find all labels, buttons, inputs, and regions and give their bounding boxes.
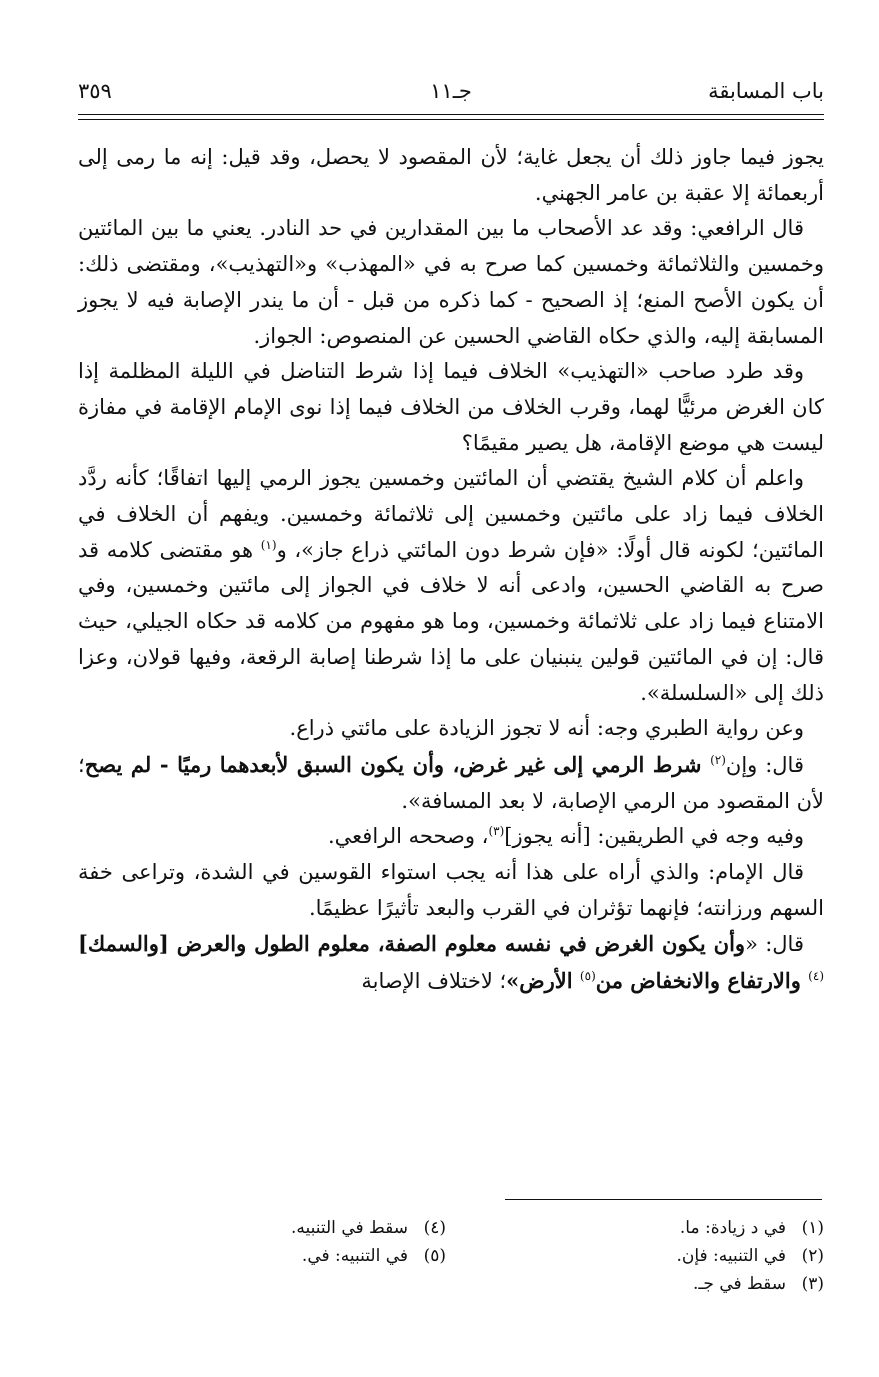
footnote-ref-2: (٢) xyxy=(710,752,726,767)
paragraph-9-lead: قال: « xyxy=(745,932,804,957)
paragraph-7-part-2: ، وصححه الرافعي. xyxy=(327,824,489,849)
footnote-2 xyxy=(524,1242,824,1270)
footnote-text: سقط في جـ. xyxy=(693,1274,786,1294)
running-header xyxy=(78,78,824,112)
matn-text-3: والارتفاع والانخفاض من xyxy=(595,968,809,994)
footnote-5 xyxy=(146,1242,446,1270)
paragraph-4-part-1: واعلم أن كلام الشيخ يقتضي أن المائتين وخمسين يجوز الرمي إليها اتفاقًا؛ كأنه ردَّد الخلاف فيما زاد على مائتين وخمسين إلى ثلاثمائة وخمسين. ويفهم أن الخلاف في المائتين؛ لكونه قال أولًا: «فإن شرط دون المائتي ذراع جاز»، و xyxy=(78,466,824,562)
footnote-ref-1: (١) xyxy=(260,537,277,552)
matn-text-4: الأرض» xyxy=(506,968,580,994)
matn-text-2: وأن يكون الغرض في نفسه معلوم الصفة، معلوم الطول والعرض [والسمك] xyxy=(78,931,746,957)
page-number: ٣٥٩ xyxy=(78,79,112,103)
paragraph-6-commentary: ؛ لأن المقصود من الرمي الإصابة، لا بعد المسافة». xyxy=(78,752,824,813)
header-rule-bottom xyxy=(78,119,824,120)
paragraph-9 xyxy=(78,926,824,999)
header-rule-top xyxy=(78,114,824,115)
paragraph-7 xyxy=(78,819,824,855)
footnote-text: في التنبيه: في. xyxy=(301,1246,408,1266)
chapter-title: باب المسابقة xyxy=(708,79,824,103)
footnote-text: في د زيادة: ما. xyxy=(679,1218,786,1238)
paragraph-6-lead: قال: وإن xyxy=(725,752,804,777)
footnote-ref-3: (٣) xyxy=(488,824,505,839)
footnote-number: (٣) xyxy=(801,1274,824,1294)
paragraph-4-part-2: هو مقتضى كلامه قد صرح به القاضي الحسين، وادعى أنه لا خلاف في الجواز إلى مائتين وخمسين، وفي الامتناع فيما زاد على ثلاثمائة وخمسين، وما هو مفهوم من كلامه قد حكاه الجيلي، حيث قال: إن في المائتين قولين ينبنيان على ما إذا شرطنا إصابة الرقعة، وفيها قولان، وعزا ذلك إلى «السلسلة». xyxy=(78,537,824,705)
footnote-text: سقط في التنبيه. xyxy=(290,1218,408,1238)
footnotes-column-right xyxy=(524,1214,824,1298)
footnote-number: (٤) xyxy=(423,1218,446,1238)
footnote-ref-5: (٥) xyxy=(579,969,596,984)
footnote-4 xyxy=(146,1214,446,1242)
main-text xyxy=(78,140,824,1000)
footnotes-column-left xyxy=(146,1214,446,1270)
paragraph-1: يجوز فيما جاوز ذلك أن يجعل غاية؛ لأن المقصود لا يحصل، وقد قيل: إنه ما رمى إلى أربعمائة إلا عقبة بن عامر الجهني. xyxy=(78,145,824,205)
footnote-text: في التنبيه: فإن. xyxy=(676,1246,786,1266)
footnote-separator xyxy=(505,1199,822,1200)
paragraph-7-part-1: وفيه وجه في الطريقين: [أنه يجوز] xyxy=(504,824,804,849)
footnote-ref-4: (٤) xyxy=(808,969,824,984)
paragraph-3: وقد طرد صاحب «التهذيب» الخلاف فيما إذا شرط التناضل في الليلة المظلمة إذا كان الغرض مرئيًّا لهما، وقرب الخلاف من الخلاف فيما إذا نوى الإمام الإقامة في مفازة ليست هي موضع الإقامة، هل يصير مقيمًا؟ xyxy=(78,359,824,455)
paragraph-6 xyxy=(78,747,824,819)
paragraph-8: قال الإمام: والذي أراه على هذا أنه يجب استواء القوسين في الشدة، وتراعى خفة السهم ورزانته؛ فإنهما تؤثران في القرب والبعد تأثيرًا عظيمًا. xyxy=(78,860,824,920)
footnote-number: (١) xyxy=(801,1218,824,1238)
footnote-number: (٢) xyxy=(801,1246,824,1266)
paragraph-9-commentary: ؛ لاختلاف الإصابة xyxy=(361,969,507,994)
matn-text-1: شرط الرمي إلى غير غرض، وأن يكون السبق لأبعدهما رميًا - لم يصح xyxy=(84,751,711,777)
paragraph-5: وعن رواية الطبري وجه: أنه لا تجوز الزيادة على مائتي ذراع. xyxy=(289,716,804,741)
paragraph-4 xyxy=(78,461,824,711)
footnote-1 xyxy=(524,1214,824,1242)
footnote-number: (٥) xyxy=(423,1246,446,1266)
volume-label: جـ١١ xyxy=(430,79,472,103)
footnote-3 xyxy=(524,1270,824,1298)
paragraph-2: قال الرافعي: وقد عد الأصحاب ما بين المقدارين في حد النادر. يعني ما بين المائتين وخمسين والثلاثمائة وخمسين كما صرح به في «المهذب» و«التهذيب»، ومقتضى ذلك: أن يكون الأصح المنع؛ إذ الصحيح - كما ذكره من قبل - أن ما يندر الإصابة فيه لا يجوز المسابقة إليه، والذي حكاه القاضي الحسين عن المنصوص: الجواز. xyxy=(78,216,824,348)
